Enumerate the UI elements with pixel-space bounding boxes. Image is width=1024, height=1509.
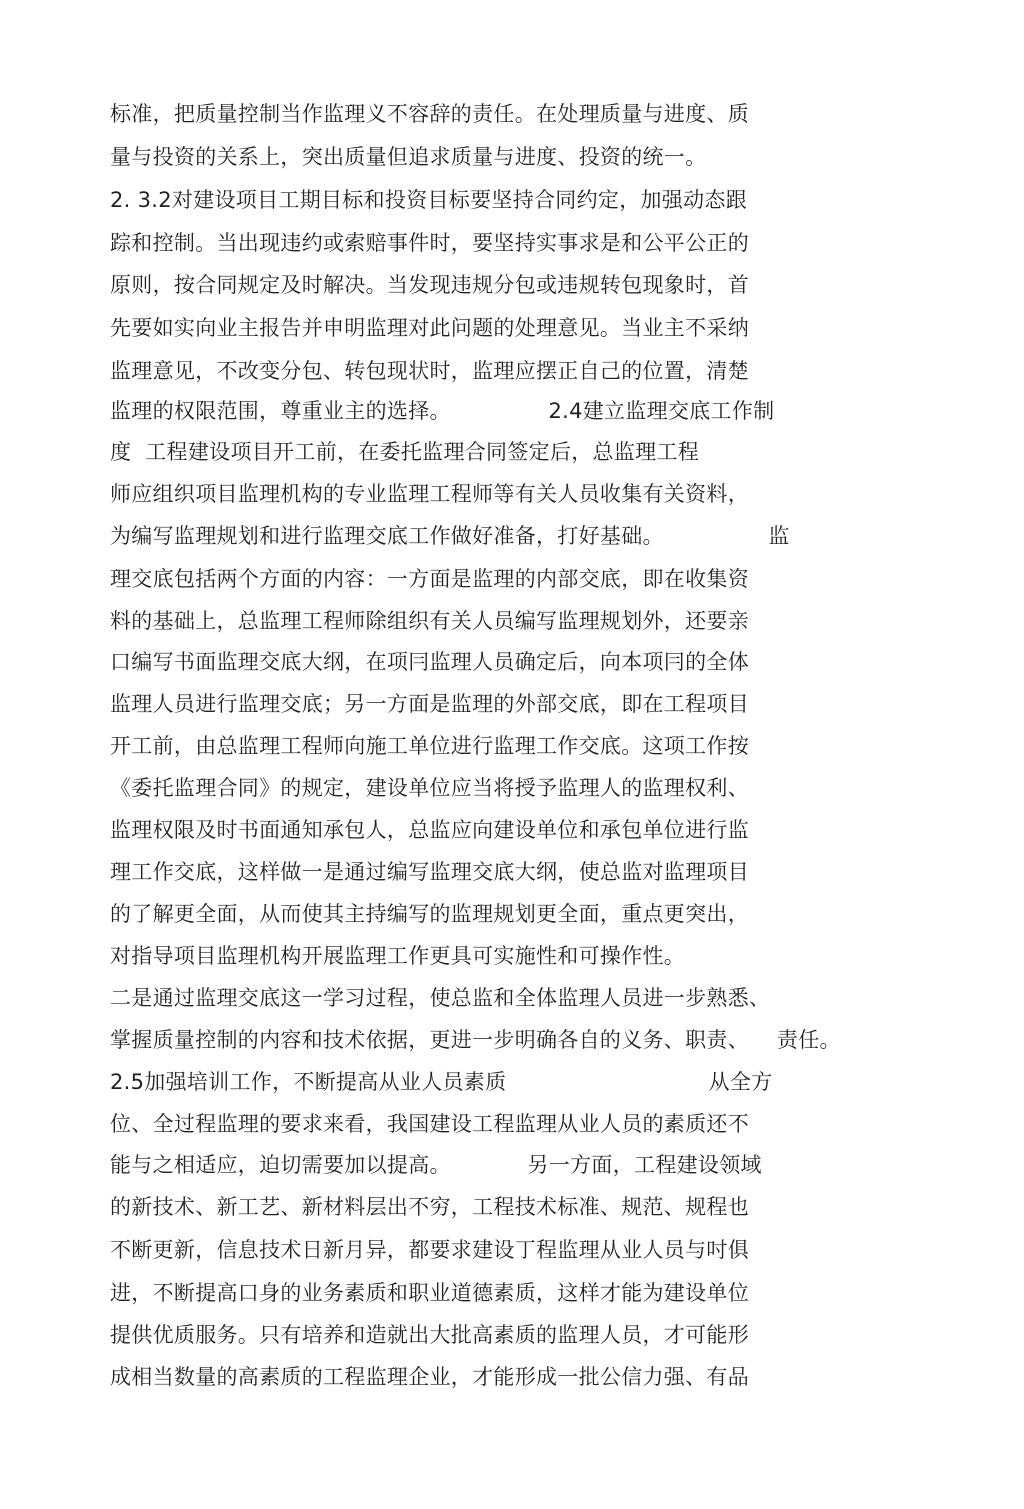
text-line: 理工作交底，这样做一是通过编写监理交底大纲，使总监对监理项目 bbox=[110, 860, 749, 884]
text-line: 能与之相适应，迫切需要加以提高。 另一方面，工程建设领域 bbox=[110, 1153, 762, 1177]
text-line: 二是通过监理交底这一学习过程，使总监和全体监理人员进一步熟悉、 bbox=[110, 986, 771, 1010]
text-line: 《委托监理合同》的规定，建设单位应当将授予监理人的监理权利、 bbox=[110, 776, 749, 800]
text-line: 位、全过程监理的要求来看，我国建设工程监理从业人员的素质还不 bbox=[110, 1112, 749, 1136]
text-line: 不断更新，信息技术日新月异，都要求建设丁程监理从业人员与吋俱 bbox=[110, 1238, 749, 1262]
text-line: 监理的权限范围，尊重业主的选择。 2.4建立监理交底工作制 bbox=[110, 399, 775, 423]
text-line: 的了解更全面，从而使其主持编写的监理规划更全面，重点更突出， bbox=[110, 902, 749, 926]
text-line: 为编写监理规划和进行监理交底工作做好准备，打好基础。 监 bbox=[110, 524, 790, 548]
text-line: 掌握质量控制的内容和技术依据，更进一步明确各自的义务、职责、 责任。 bbox=[110, 1028, 841, 1052]
text-line: 监理人员进行监理交底；另一方面是监理的外部交底，即在工程项目 bbox=[110, 692, 749, 716]
text-line: 原则，按合同规定及时解决。当发现违规分包或违规转包现象时，首 bbox=[110, 273, 749, 297]
text-line: 料的基础上，总监理工程师除组织有关人员编写监理规划外，还要亲 bbox=[110, 609, 749, 633]
text-line: 对指导项目监理机构开展监理工作更具可实施性和可操作性。 bbox=[110, 944, 686, 968]
text-line: 监理权限及时书面通知承包人，总监应向建设单位和承包单位进行监 bbox=[110, 818, 749, 842]
text-line: 2.5加强培训工作，不断提高从业人员素质 从全方 bbox=[110, 1070, 773, 1094]
text-line: 成相当数量的高素质的工程监理企业，才能形成一批公信力强、有品 bbox=[110, 1365, 749, 1389]
text-line: 的新技术、新工艺、新材料层出不穷，工程技术标准、规范、规程也 bbox=[110, 1195, 749, 1219]
text-line: 2. 3.2对建设项目工期目标和投资目标要坚持合同约定，加强动态跟 bbox=[110, 188, 748, 212]
text-line: 进，不断提高口身的业务素质和职业道德素质，这样才能为建设单位 bbox=[110, 1281, 749, 1305]
text-line: 理交底包括两个方面的内容：一方面是监理的内部交底，即在收集资 bbox=[110, 567, 749, 591]
text-line: 监理意见，不改变分包、转包现状时，监理应摆正自己的位置，清楚 bbox=[110, 359, 749, 383]
text-line: 师应组织项目监理机构的专业监理工程师等有关人员收集有关资料， bbox=[110, 482, 749, 506]
text-line: 提供优质服务。只有培养和造就出大批高素质的监理人员，才可能形 bbox=[110, 1323, 749, 1347]
text-line: 度 工程建设项目开工前，在委托监理合同签定后，总监理工程 bbox=[110, 440, 700, 464]
text-line: 踪和控制。当出现违约或索赔事件时，要坚持实事求是和公平公正的 bbox=[110, 231, 749, 255]
text-line: 量与投资的关系上，突出质量但追求质量与进度、投资的统一。 bbox=[110, 145, 707, 169]
text-line: 标准，把质量控制当作监理义不容辞的责任。在处理质量与进度、质 bbox=[110, 102, 749, 126]
text-line: 开工前，由总监理工程师向施工单位进行监理工作交底。这项工作按 bbox=[110, 734, 749, 758]
text-line: 先要如实向业主报告并申明监理对此问题的处理意见。当业主不采纳 bbox=[110, 316, 749, 340]
text-line: 口编写书面监理交底大纲，在项冃监理人员确定后，向本项冃的全体 bbox=[110, 650, 749, 674]
